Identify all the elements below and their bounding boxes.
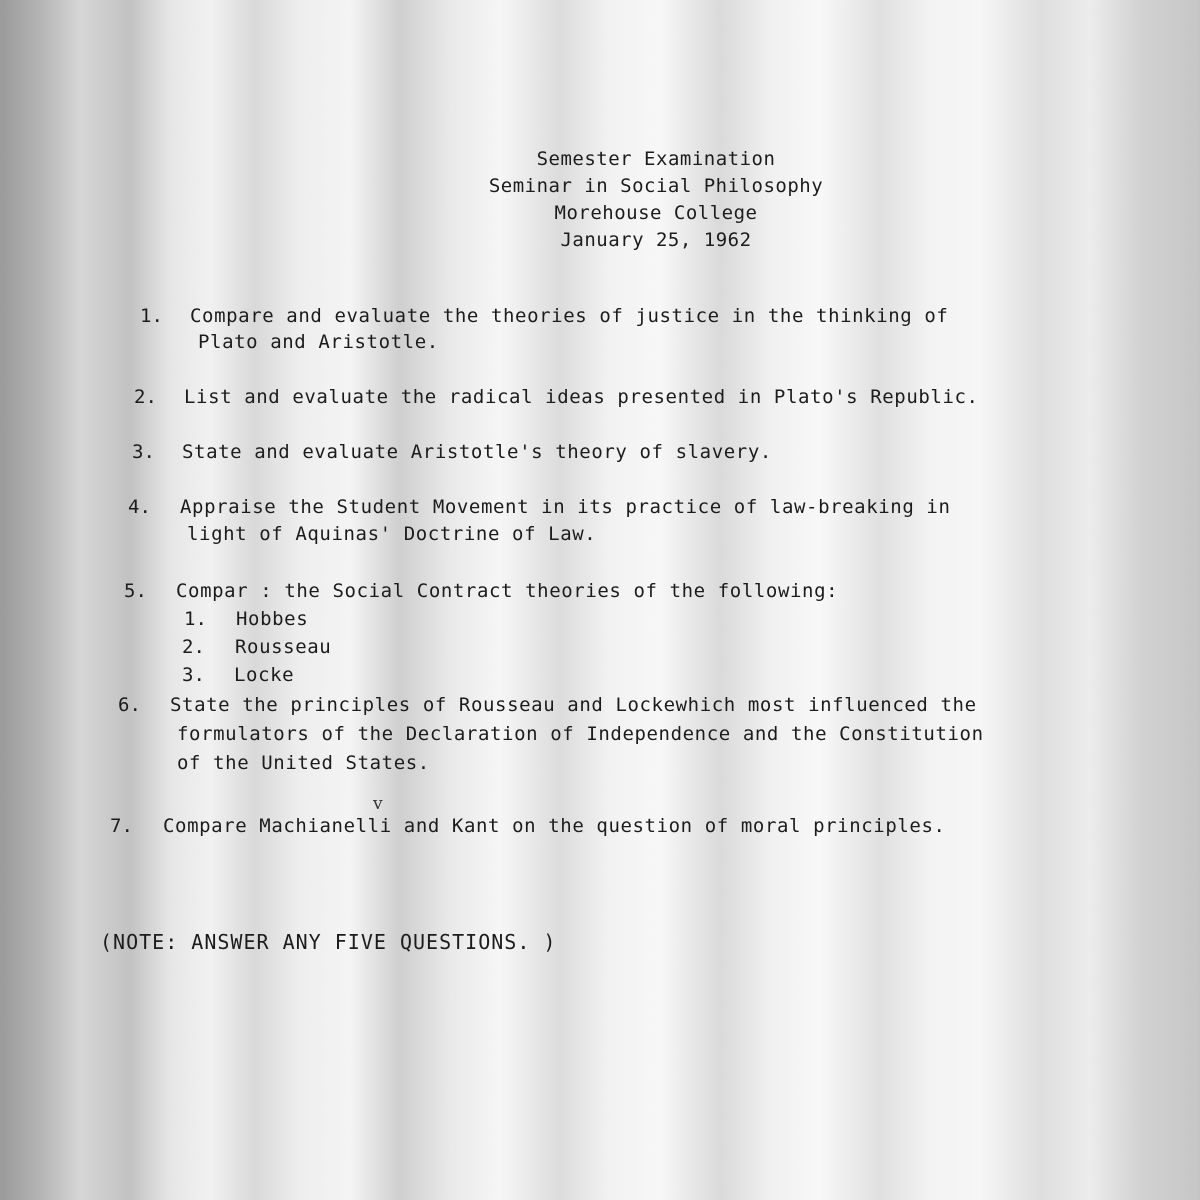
question-text: Compare Machianelli and Kant on the question of moral principles. [163, 815, 946, 837]
question-text: Appraise the Student Movement in its practice of law-breaking in [180, 496, 951, 518]
question-text: List and evaluate the radical ideas presented in Plato's Republic. [184, 386, 979, 408]
question-number: 5. [124, 580, 147, 602]
subitem-number: 1. [184, 608, 207, 630]
question-number: 1. [140, 305, 163, 327]
exam-note: (NOTE: ANSWER ANY FIVE QUESTIONS. ) [100, 930, 557, 954]
question-number: 7. [110, 815, 133, 837]
header-date: January 25, 1962 [560, 229, 752, 251]
question-text: of the United States. [177, 752, 430, 774]
question-number: 2. [134, 386, 157, 408]
header-institution: Morehouse College [554, 202, 758, 224]
subitem-text: Rousseau [235, 636, 332, 658]
handwritten-correction-mark: v [373, 794, 383, 814]
header-title: Semester Examination [536, 148, 776, 170]
question-text: formulators of the Declaration of Independence and the Constitution [177, 723, 984, 745]
question-text: State and evaluate Aristotle's theory of slavery. [182, 441, 772, 463]
subitem-text: Locke [234, 664, 295, 686]
question-number: 4. [128, 496, 151, 518]
subitem-text: Hobbes [236, 608, 309, 630]
subitem-number: 2. [182, 636, 205, 658]
header-course: Seminar in Social Philosophy [488, 175, 824, 197]
question-number: 6. [118, 694, 141, 716]
subitem-number: 3. [182, 664, 205, 686]
question-text: Compare and evaluate the theories of justice in the thinking of [190, 305, 949, 327]
question-text: Compar : the Social Contract theories of the following: [176, 580, 839, 602]
question-text: Plato and Aristotle. [198, 331, 439, 353]
question-text: light of Aquinas' Doctrine of Law. [187, 523, 597, 545]
question-text: State the principles of Rousseau and Lockewhich most influenced the [170, 694, 977, 716]
question-number: 3. [132, 441, 155, 463]
